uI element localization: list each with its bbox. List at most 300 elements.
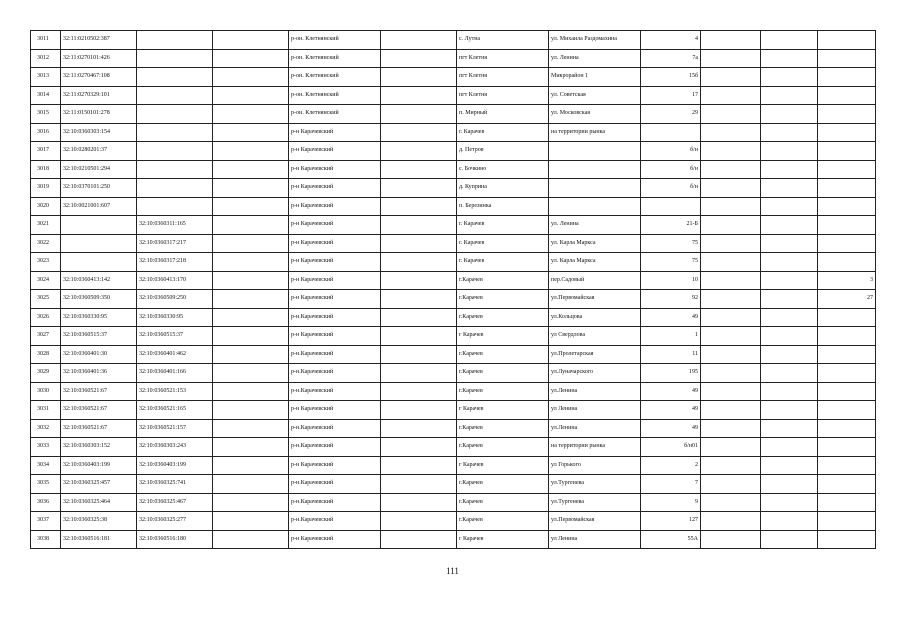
table-cell-c8: 75 xyxy=(641,234,701,253)
table-cell-n: 3027 xyxy=(31,327,61,346)
table-cell-c2: 32:10:0360521:165 xyxy=(137,401,213,420)
table-row xyxy=(31,179,876,198)
table-cell-c7: ул. Ленина xyxy=(549,216,641,235)
table-cell-c11 xyxy=(818,216,876,235)
table-cell-c11 xyxy=(818,160,876,179)
table-cell-c5 xyxy=(381,216,457,235)
table-cell-c10 xyxy=(761,456,818,475)
table-cell-c4: р-н Карачевский xyxy=(289,179,381,198)
table-cell-c6: с. Лутна xyxy=(457,31,549,50)
table-cell-c4: р-н Карачевский xyxy=(289,160,381,179)
table-cell-c8: 1 xyxy=(641,327,701,346)
table-cell-c5 xyxy=(381,253,457,272)
table-cell-c1: 32:11:0270329:101 xyxy=(61,86,137,105)
table-row xyxy=(31,142,876,161)
table-cell-n: 3013 xyxy=(31,68,61,87)
table-cell-c1: 32:11:0270101:426 xyxy=(61,49,137,68)
table-cell-c5 xyxy=(381,401,457,420)
table-cell-c4: р-он. Клетнянский xyxy=(289,49,381,68)
table-cell-n: 3021 xyxy=(31,216,61,235)
table-cell-c1: 32:10:0360325:38 xyxy=(61,512,137,531)
table-cell-c7: ул Свердлова xyxy=(549,327,641,346)
table-cell-c11 xyxy=(818,364,876,383)
table-row xyxy=(31,271,876,290)
table-cell-n: 3035 xyxy=(31,475,61,494)
table-cell-c4: р-н.Карачевский xyxy=(289,493,381,512)
table-cell-c9 xyxy=(701,179,761,198)
table-cell-c7: ул.Луначарского xyxy=(549,364,641,383)
table-row xyxy=(31,290,876,309)
table-cell-c5 xyxy=(381,49,457,68)
table-row xyxy=(31,68,876,87)
table-cell-c6: г.Карачев xyxy=(457,345,549,364)
table-cell-n: 3015 xyxy=(31,105,61,124)
table-cell-n: 3032 xyxy=(31,419,61,438)
table-cell-c10 xyxy=(761,493,818,512)
table-cell-c5 xyxy=(381,234,457,253)
table-cell-c7: ул.Первомайская xyxy=(549,512,641,531)
table-cell-c3 xyxy=(213,512,289,531)
table-cell-c11 xyxy=(818,530,876,549)
table-cell-c3 xyxy=(213,216,289,235)
register-sheet xyxy=(30,30,875,549)
table-row xyxy=(31,123,876,142)
table-cell-c8: 4 xyxy=(641,31,701,50)
table-cell-c8: б/н xyxy=(641,160,701,179)
table-cell-c4: р-н Карачевский xyxy=(289,290,381,309)
table-cell-c11 xyxy=(818,345,876,364)
table-cell-c8: 7а xyxy=(641,49,701,68)
table-cell-c10 xyxy=(761,234,818,253)
table-cell-c3 xyxy=(213,530,289,549)
table-cell-c1 xyxy=(61,216,137,235)
table-cell-n: 3019 xyxy=(31,179,61,198)
table-cell-c10 xyxy=(761,179,818,198)
table-cell-c5 xyxy=(381,382,457,401)
table-cell-c11 xyxy=(818,123,876,142)
table-cell-c7 xyxy=(549,142,641,161)
table-cell-c4: р-н Карачевский xyxy=(289,234,381,253)
table-cell-c3 xyxy=(213,160,289,179)
table-cell-c1: 32:10:0360330:95 xyxy=(61,308,137,327)
table-cell-c8: 127 xyxy=(641,512,701,531)
table-cell-c2: 32:10:0360521:157 xyxy=(137,419,213,438)
table-cell-c5 xyxy=(381,31,457,50)
table-cell-c7 xyxy=(549,179,641,198)
table-cell-c8: 29 xyxy=(641,105,701,124)
table-cell-c10 xyxy=(761,271,818,290)
table-cell-c1: 32:10:0360325:457 xyxy=(61,475,137,494)
table-cell-c10 xyxy=(761,123,818,142)
table-cell-c1: 32:11:0210502:387 xyxy=(61,31,137,50)
table-cell-c11 xyxy=(818,49,876,68)
table-cell-c8: 49 xyxy=(641,401,701,420)
table-cell-c8: 7 xyxy=(641,475,701,494)
table-cell-c9 xyxy=(701,345,761,364)
table-cell-n: 3033 xyxy=(31,438,61,457)
table-cell-c11 xyxy=(818,456,876,475)
table-cell-c6: г. Карачев xyxy=(457,253,549,272)
table-cell-c7: Микрорайон 1 xyxy=(549,68,641,87)
table-cell-c9 xyxy=(701,86,761,105)
table-cell-c11 xyxy=(818,234,876,253)
table-cell-c1: 32:10:0360303:154 xyxy=(61,123,137,142)
table-cell-c8: б/н xyxy=(641,179,701,198)
table-cell-c11 xyxy=(818,438,876,457)
table-cell-c9 xyxy=(701,234,761,253)
table-cell-c1 xyxy=(61,253,137,272)
table-cell-c4: р-он. Клетнянский xyxy=(289,86,381,105)
table-row xyxy=(31,160,876,179)
table-cell-c7: ул. Михаила Раздомахина xyxy=(549,31,641,50)
table-cell-c1 xyxy=(61,234,137,253)
table-row xyxy=(31,234,876,253)
table-cell-c9 xyxy=(701,68,761,87)
table-cell-c10 xyxy=(761,419,818,438)
table-cell-c10 xyxy=(761,401,818,420)
table-cell-c1: 32:10:0370101:250 xyxy=(61,179,137,198)
table-cell-c10 xyxy=(761,216,818,235)
table-cell-c3 xyxy=(213,142,289,161)
table-cell-c6: д. Петров xyxy=(457,142,549,161)
table-row xyxy=(31,197,876,216)
table-cell-n: 3030 xyxy=(31,382,61,401)
table-cell-c5 xyxy=(381,123,457,142)
table-cell-c9 xyxy=(701,271,761,290)
table-cell-c9 xyxy=(701,160,761,179)
table-cell-c4: р-он. Клетнянский xyxy=(289,68,381,87)
table-row xyxy=(31,327,876,346)
table-cell-c2: 32:10:0360303:243 xyxy=(137,438,213,457)
table-cell-c9 xyxy=(701,530,761,549)
table-cell-c2: 32:10:0360401:166 xyxy=(137,364,213,383)
table-cell-c1: 32:10:0360521:67 xyxy=(61,419,137,438)
table-cell-c9 xyxy=(701,290,761,309)
table-cell-c10 xyxy=(761,345,818,364)
table-cell-c3 xyxy=(213,271,289,290)
table-cell-c11 xyxy=(818,382,876,401)
table-cell-c4: р-н Карачевский xyxy=(289,271,381,290)
table-cell-c2 xyxy=(137,179,213,198)
table-cell-c10 xyxy=(761,253,818,272)
table-cell-c2: 32:10:0360325:467 xyxy=(137,493,213,512)
table-cell-c6: г.Карачев xyxy=(457,419,549,438)
table-cell-c4: р-н.Карачевский xyxy=(289,438,381,457)
table-row xyxy=(31,401,876,420)
table-row xyxy=(31,382,876,401)
table-cell-c2 xyxy=(137,142,213,161)
table-cell-n: 3012 xyxy=(31,49,61,68)
table-cell-c3 xyxy=(213,31,289,50)
table-cell-c8: 10 xyxy=(641,271,701,290)
table-cell-c1: 32:10:0360516:181 xyxy=(61,530,137,549)
table-cell-c4: р-н Карачевский xyxy=(289,456,381,475)
table-cell-c7: на территории рынка xyxy=(549,438,641,457)
table-cell-c2: 32:10:0360403:199 xyxy=(137,456,213,475)
table-cell-n: 3026 xyxy=(31,308,61,327)
table-cell-c3 xyxy=(213,456,289,475)
table-cell-c9 xyxy=(701,123,761,142)
table-cell-c6: п. Березинка xyxy=(457,197,549,216)
table-cell-c9 xyxy=(701,456,761,475)
table-row xyxy=(31,345,876,364)
table-cell-c1: 32:10:0280201:37 xyxy=(61,142,137,161)
table-cell-c2 xyxy=(137,31,213,50)
table-cell-c4: р-н Карачевский xyxy=(289,327,381,346)
table-cell-c11 xyxy=(818,253,876,272)
table-cell-c5 xyxy=(381,456,457,475)
table-cell-c3 xyxy=(213,123,289,142)
table-cell-c1: 32:10:0360303:152 xyxy=(61,438,137,457)
table-cell-c2: 32:10:0360325:741 xyxy=(137,475,213,494)
table-cell-c3 xyxy=(213,438,289,457)
table-row xyxy=(31,308,876,327)
table-cell-n: 3022 xyxy=(31,234,61,253)
table-cell-n: 3034 xyxy=(31,456,61,475)
table-cell-c2: 32:10:0360311:165 xyxy=(137,216,213,235)
table-cell-c5 xyxy=(381,197,457,216)
table-cell-c11 xyxy=(818,68,876,87)
table-cell-c8: 21-Б xyxy=(641,216,701,235)
table-cell-c10 xyxy=(761,382,818,401)
table-cell-c5 xyxy=(381,419,457,438)
table-cell-c4: р-н.Карачевский xyxy=(289,475,381,494)
table-cell-c10 xyxy=(761,31,818,50)
table-cell-c7: ул Горького xyxy=(549,456,641,475)
table-cell-c1: 32:10:0360325:464 xyxy=(61,493,137,512)
table-cell-c5 xyxy=(381,86,457,105)
table-cell-c5 xyxy=(381,160,457,179)
table-cell-n: 3025 xyxy=(31,290,61,309)
table-cell-c3 xyxy=(213,179,289,198)
table-cell-c11 xyxy=(818,105,876,124)
table-cell-c11 xyxy=(818,142,876,161)
table-cell-n: 3017 xyxy=(31,142,61,161)
table-cell-c1: 32:10:0021001:607 xyxy=(61,197,137,216)
table-cell-c10 xyxy=(761,197,818,216)
table-cell-c6: пгт Клетня xyxy=(457,49,549,68)
table-cell-c3 xyxy=(213,475,289,494)
table-cell-c10 xyxy=(761,364,818,383)
table-cell-c2 xyxy=(137,68,213,87)
table-cell-c2: 32:10:0360317:217 xyxy=(137,234,213,253)
table-cell-c7 xyxy=(549,197,641,216)
table-cell-c6: с. Бочкино xyxy=(457,160,549,179)
table-cell-c8: б/н01 xyxy=(641,438,701,457)
table-cell-c10 xyxy=(761,160,818,179)
table-cell-c1: 32:10:0360413:142 xyxy=(61,271,137,290)
table-cell-c7: ул.Ленина xyxy=(549,419,641,438)
table-cell-c3 xyxy=(213,493,289,512)
table-cell-c10 xyxy=(761,68,818,87)
table-cell-c8: 49 xyxy=(641,419,701,438)
table-cell-n: 3029 xyxy=(31,364,61,383)
table-cell-c6: г Карачев xyxy=(457,530,549,549)
table-cell-c7: ул Ленина xyxy=(549,401,641,420)
table-cell-c3 xyxy=(213,401,289,420)
table-cell-c1: 32:10:0360401:30 xyxy=(61,345,137,364)
table-cell-c5 xyxy=(381,512,457,531)
table-cell-c6: г Карачев xyxy=(457,327,549,346)
table-cell-n: 3038 xyxy=(31,530,61,549)
table-cell-c11 xyxy=(818,401,876,420)
table-cell-c9 xyxy=(701,197,761,216)
table-cell-c1: 32:10:0360515:37 xyxy=(61,327,137,346)
table-cell-c8: 49 xyxy=(641,308,701,327)
table-cell-c2: 32:10:0360413:170 xyxy=(137,271,213,290)
table-cell-c7: ул. Ленина xyxy=(549,49,641,68)
table-cell-c2 xyxy=(137,160,213,179)
table-cell-c7: ул.Первомайская xyxy=(549,290,641,309)
table-cell-c6: п. Мирный xyxy=(457,105,549,124)
table-cell-c6: г.Карачев xyxy=(457,493,549,512)
table-cell-c7: на территории рынка xyxy=(549,123,641,142)
table-cell-c5 xyxy=(381,105,457,124)
table-row xyxy=(31,216,876,235)
table-cell-c10 xyxy=(761,327,818,346)
table-cell-c6: пгт Клетня xyxy=(457,86,549,105)
table-cell-c8: 9 xyxy=(641,493,701,512)
table-row xyxy=(31,419,876,438)
table-cell-c2 xyxy=(137,49,213,68)
table-row xyxy=(31,475,876,494)
table-cell-c11 xyxy=(818,512,876,531)
table-row xyxy=(31,530,876,549)
table-cell-c6: пгт Клетня xyxy=(457,68,549,87)
table-cell-c4: р-н Карачевский xyxy=(289,253,381,272)
table-cell-c8: 75 xyxy=(641,253,701,272)
table-cell-c11 xyxy=(818,179,876,198)
table-cell-c4: р-н.Карачевский xyxy=(289,419,381,438)
table-cell-c4: р-н Карачевский xyxy=(289,142,381,161)
table-cell-c10 xyxy=(761,530,818,549)
table-cell-n: 3036 xyxy=(31,493,61,512)
table-cell-n: 3031 xyxy=(31,401,61,420)
table-cell-c4: р-он. Клетнянский xyxy=(289,31,381,50)
table-row xyxy=(31,49,876,68)
table-cell-c9 xyxy=(701,216,761,235)
table-cell-c6: г.Карачев xyxy=(457,382,549,401)
table-cell-c1: 32:10:0360521:67 xyxy=(61,382,137,401)
table-cell-n: 3018 xyxy=(31,160,61,179)
table-cell-c7 xyxy=(549,160,641,179)
table-cell-c7: ул Ленина xyxy=(549,530,641,549)
table-cell-c10 xyxy=(761,475,818,494)
table-cell-c4: р-н.Карачевский xyxy=(289,382,381,401)
table-cell-c8: 17 xyxy=(641,86,701,105)
table-cell-c6: г Карачев xyxy=(457,456,549,475)
table-cell-c11 xyxy=(818,308,876,327)
table-cell-c8: 2 xyxy=(641,456,701,475)
table-cell-c9 xyxy=(701,308,761,327)
table-cell-c6: г.Карачев xyxy=(457,364,549,383)
table-cell-c7: ул. Советская xyxy=(549,86,641,105)
table-cell-c7: ул. Карла Маркса xyxy=(549,253,641,272)
table-cell-n: 3014 xyxy=(31,86,61,105)
register-table xyxy=(30,30,876,549)
table-cell-c7: ул.Кольцова xyxy=(549,308,641,327)
table-cell-c4: р-н Карачевский xyxy=(289,123,381,142)
table-cell-c5 xyxy=(381,68,457,87)
table-cell-c6: г. Карачев xyxy=(457,123,549,142)
table-cell-c5 xyxy=(381,327,457,346)
table-cell-c11 xyxy=(818,493,876,512)
table-cell-c1: 32:10:0360403:199 xyxy=(61,456,137,475)
table-cell-c7: ул.Тургенева xyxy=(549,493,641,512)
table-cell-c6: г.Карачев xyxy=(457,438,549,457)
table-cell-c2 xyxy=(137,197,213,216)
table-cell-c5 xyxy=(381,493,457,512)
table-cell-c7: ул.Ленина xyxy=(549,382,641,401)
table-cell-c8: 15б xyxy=(641,68,701,87)
table-cell-n: 3023 xyxy=(31,253,61,272)
table-cell-c6: д. Куприна xyxy=(457,179,549,198)
table-cell-c2 xyxy=(137,123,213,142)
table-cell-c5 xyxy=(381,438,457,457)
table-cell-c3 xyxy=(213,290,289,309)
table-cell-c10 xyxy=(761,86,818,105)
table-cell-c5 xyxy=(381,475,457,494)
table-cell-c7: ул. Московская xyxy=(549,105,641,124)
table-cell-c4: р-он. Клетнянский xyxy=(289,105,381,124)
table-row xyxy=(31,456,876,475)
table-cell-c5 xyxy=(381,345,457,364)
table-cell-c2: 32:10:0360330:95 xyxy=(137,308,213,327)
table-cell-c3 xyxy=(213,364,289,383)
table-cell-c1: 32:11:0270467:108 xyxy=(61,68,137,87)
table-cell-n: 3028 xyxy=(31,345,61,364)
table-cell-c7: ул.Пролетарская xyxy=(549,345,641,364)
table-cell-c4: р-н Карачевский xyxy=(289,197,381,216)
table-cell-c3 xyxy=(213,105,289,124)
table-cell-c2: 32:10:0360516:180 xyxy=(137,530,213,549)
table-cell-c11 xyxy=(818,327,876,346)
table-cell-c1: 32:10:0210501:294 xyxy=(61,160,137,179)
table-cell-c8: 11 xyxy=(641,345,701,364)
table-cell-c1: 32:10:0360509:350 xyxy=(61,290,137,309)
table-cell-c9 xyxy=(701,31,761,50)
table-cell-n: 3024 xyxy=(31,271,61,290)
table-cell-c4: р-н.Карачевский xyxy=(289,512,381,531)
table-cell-c9 xyxy=(701,438,761,457)
table-cell-c6: г. Карачев xyxy=(457,234,549,253)
table-cell-c3 xyxy=(213,253,289,272)
table-cell-c2: 32:10:0360515:37 xyxy=(137,327,213,346)
table-cell-c10 xyxy=(761,290,818,309)
table-cell-n: 3020 xyxy=(31,197,61,216)
table-cell-c10 xyxy=(761,142,818,161)
table-cell-c3 xyxy=(213,68,289,87)
table-cell-c9 xyxy=(701,327,761,346)
table-cell-c8: 195 xyxy=(641,364,701,383)
table-cell-c11 xyxy=(818,475,876,494)
table-cell-c6: г.Карачев xyxy=(457,290,549,309)
table-cell-c3 xyxy=(213,308,289,327)
table-cell-c5 xyxy=(381,530,457,549)
table-cell-c8: б/н xyxy=(641,142,701,161)
table-cell-c6: г. Карачев xyxy=(457,216,549,235)
table-cell-c6: г.Карачев xyxy=(457,271,549,290)
table-cell-c3 xyxy=(213,345,289,364)
table-cell-c1: 32:10:0360521:67 xyxy=(61,401,137,420)
table-cell-c6: г.Карачев xyxy=(457,308,549,327)
table-row xyxy=(31,512,876,531)
table-cell-c2 xyxy=(137,105,213,124)
table-cell-c2: 32:10:0360401:462 xyxy=(137,345,213,364)
table-cell-c6: г Карачев xyxy=(457,401,549,420)
table-cell-c2: 32:10:0360509:250 xyxy=(137,290,213,309)
table-cell-c5 xyxy=(381,290,457,309)
